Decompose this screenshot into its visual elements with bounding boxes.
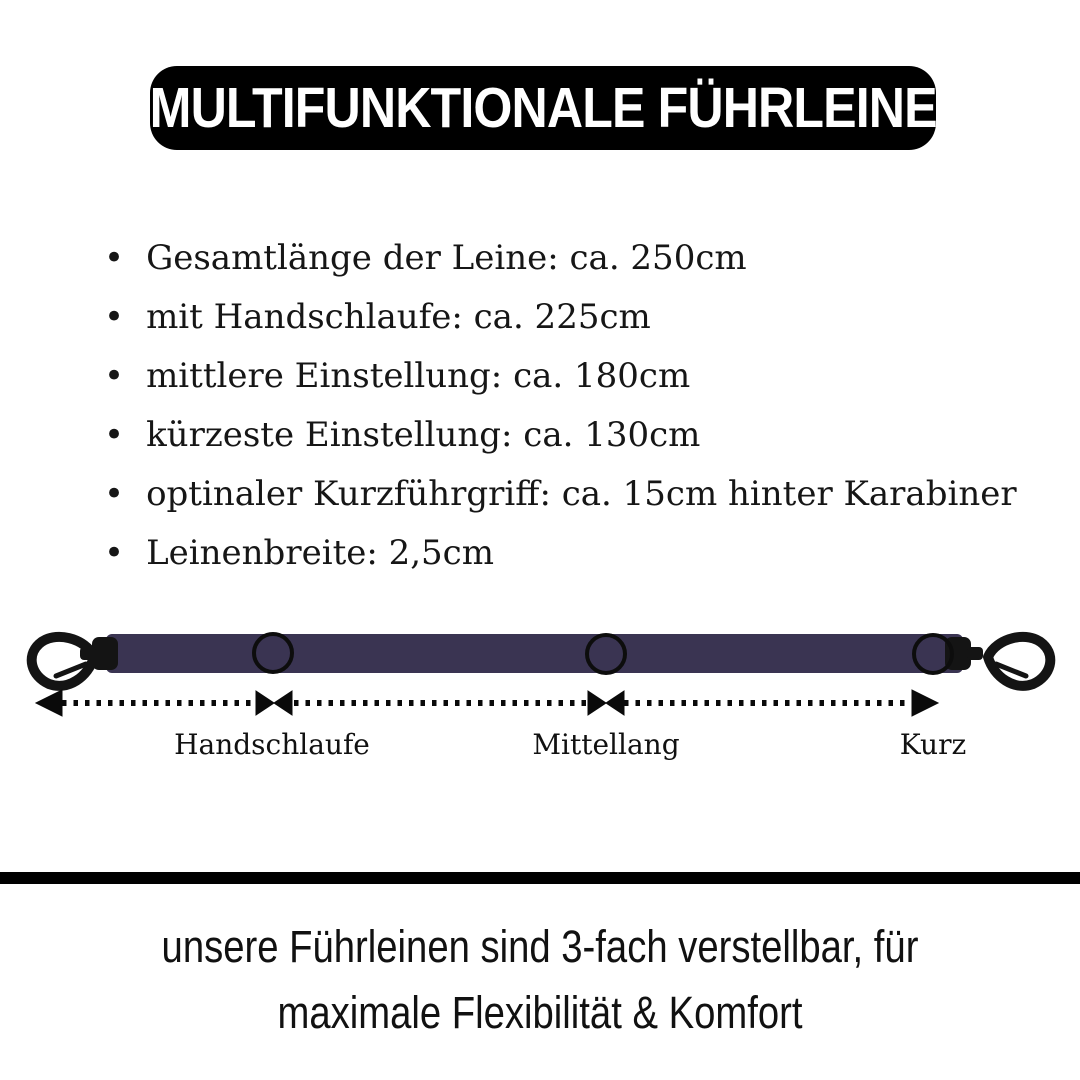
right-carabiner-icon	[988, 637, 1050, 686]
arrow-left-icon	[36, 690, 62, 716]
arrow-left-icon	[606, 691, 624, 715]
bullet-icon: •	[104, 415, 125, 455]
bullet-icon: •	[104, 474, 125, 514]
footer-line-2: maximale Flexibilität & Komfort	[277, 987, 803, 1038]
arrow-right-icon	[256, 691, 274, 715]
spec-text: mit Handschlaufe: ca. 225cm	[146, 297, 651, 337]
leash-strap	[106, 634, 963, 673]
spec-text: kürzeste Einstellung: ca. 130cm	[146, 415, 701, 455]
bullet-icon: •	[104, 238, 125, 278]
list-item	[104, 465, 1017, 524]
arrow-right-icon	[912, 690, 938, 716]
section-label-mittellang: Mittellang	[532, 728, 680, 761]
measure-line	[36, 690, 938, 716]
list-item	[104, 288, 1017, 347]
spec-text: Gesamtlänge der Leine: ca. 250cm	[146, 238, 747, 278]
leash-diagram	[0, 600, 1080, 780]
footer-caption	[0, 914, 1080, 1046]
divider-line	[0, 872, 1080, 884]
right-swivel-neck	[967, 647, 983, 660]
list-item	[104, 406, 1017, 465]
spec-text: Leinenbreite: 2,5cm	[146, 533, 494, 573]
list-item	[104, 524, 1017, 583]
list-item	[104, 347, 1017, 406]
bullet-icon: •	[104, 356, 125, 396]
arrow-right-icon	[588, 691, 606, 715]
left-carabiner-icon	[32, 637, 94, 686]
bullet-icon: •	[104, 297, 125, 337]
page-title: MULTIFUNKTIONALE FÜHRLEINE	[149, 76, 937, 140]
footer-line-1: unsere Führleinen sind 3-fach verstellbar, für	[161, 921, 919, 972]
spec-text: optinaler Kurzführgriff: ca. 15cm hinter Karabiner	[146, 474, 1017, 514]
arrow-left-icon	[274, 691, 292, 715]
title-banner	[150, 66, 936, 150]
section-label-kurz: Kurz	[899, 728, 967, 761]
spec-list	[104, 229, 1017, 583]
list-item	[104, 229, 1017, 288]
spec-text: mittlere Einstellung: ca. 180cm	[146, 356, 691, 396]
bullet-icon: •	[104, 533, 125, 573]
section-label-handschlaufe: Handschlaufe	[174, 728, 370, 761]
